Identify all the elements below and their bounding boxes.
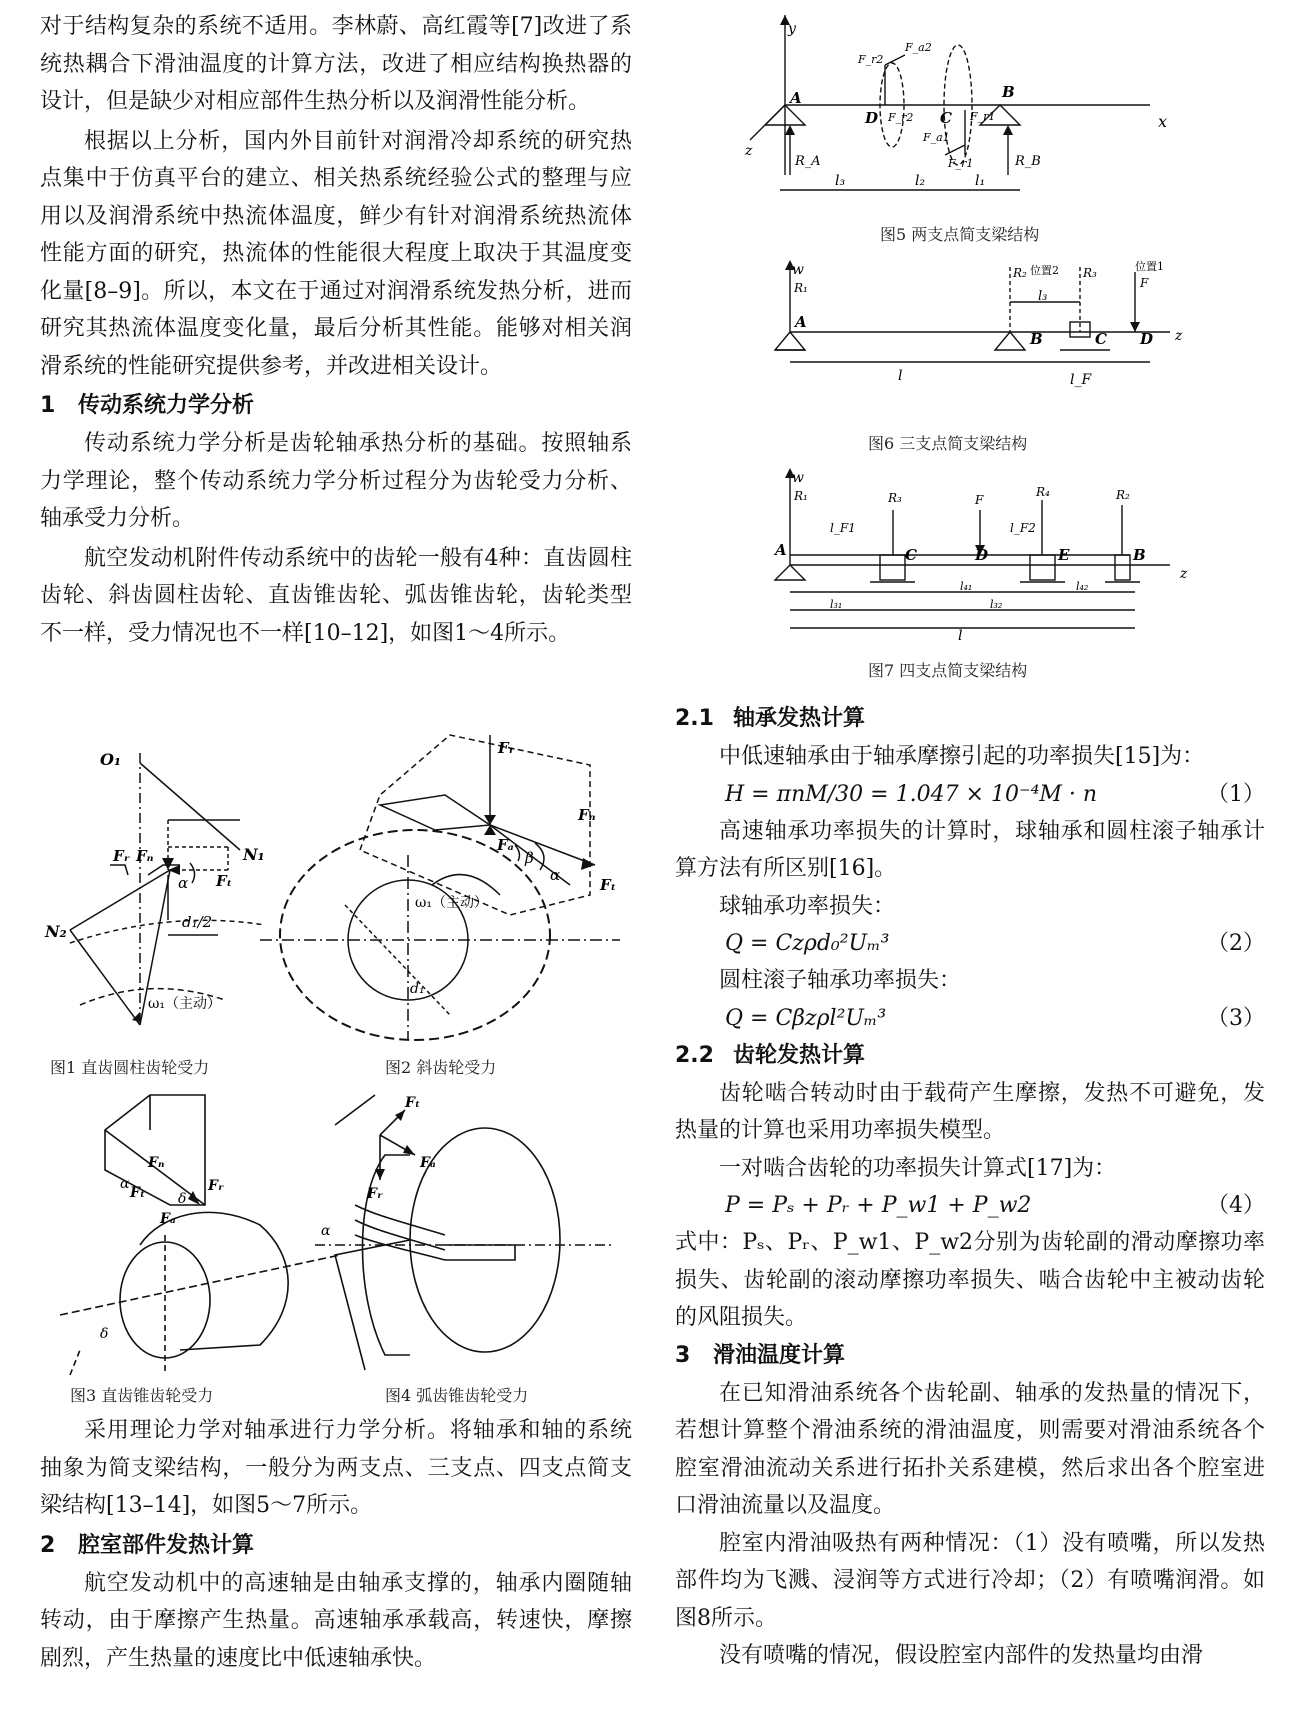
label-alpha: α <box>321 1223 331 1239</box>
label-Fa: Fₐ <box>420 1155 436 1171</box>
label-Fr: Fᵣ <box>367 1186 383 1202</box>
label-d-half: d₁/2 <box>182 913 213 931</box>
label-position1: 位置1 <box>1135 260 1164 273</box>
equation-2 <box>675 925 1265 962</box>
label-F: F <box>975 493 984 507</box>
label-position2: 位置2 <box>1030 264 1059 277</box>
figure-6-three-support-beam <box>770 262 1190 412</box>
paragraph: 中低速轴承由于轴承摩擦引起的功率损失[15]为： <box>719 744 1205 769</box>
paragraph: 齿轮啮合转动时由于载荷产生摩擦，发热不可避免，发热量的计算也采用功率损失模型。 <box>675 1080 1265 1143</box>
figure-4-caption: 图4 弧齿锥齿轮受力 <box>385 1386 529 1405</box>
section-number: 3 <box>675 1342 691 1368</box>
label-B: B <box>1133 546 1146 564</box>
equation-1 <box>675 776 1265 813</box>
section-number: 2.2 <box>675 1042 714 1068</box>
figure-5-caption: 图5 两支点简支梁结构 <box>880 225 1040 244</box>
section-heading <box>40 1527 632 1565</box>
label-C: C <box>940 109 952 127</box>
label-Fr: Fᵣ <box>208 1178 224 1194</box>
label-D: D <box>865 109 879 127</box>
label-E: E <box>1058 546 1070 564</box>
label-Fn: Fₙ <box>578 806 596 824</box>
label-RB: R_B <box>1015 154 1041 169</box>
figure-3-bevel-gear-forces <box>60 1095 340 1375</box>
paragraph: 高速轴承功率损失的计算时，球轴承和圆柱滚子轴承计算方法有所区别[16]。 <box>675 818 1265 881</box>
label-O1: O₁ <box>100 750 121 769</box>
label-l42: l₄₂ <box>1076 580 1089 593</box>
label-l2: l₂ <box>915 173 926 189</box>
label-F: F <box>1140 276 1149 290</box>
label-Fr2b: F_r2 <box>888 111 914 124</box>
label-R1: R₁ <box>794 489 808 503</box>
label-Fa: Fₐ <box>497 836 514 854</box>
equation-number: （2） <box>1207 931 1265 956</box>
equation-text: Q = Cβzρl²Uₘ³ <box>725 1005 887 1031</box>
label-alpha: α <box>178 874 189 892</box>
label-Ft: Fₜ <box>405 1095 421 1111</box>
label-D: D <box>1140 330 1154 348</box>
label-R3: R₃ <box>1083 266 1097 280</box>
label-l3: l₃ <box>1038 289 1048 304</box>
label-D: D <box>975 546 989 564</box>
section-number: 1 <box>40 393 56 418</box>
label-Fr: Fᵣ <box>498 739 515 757</box>
axis-x: x <box>1158 112 1168 131</box>
axis-z: z <box>1180 566 1188 582</box>
paragraph: 对于结构复杂的系统不适用。李林蔚、高红霞等[7]改进了系统热耦合下滑油温度的计算方法，改进了相应结构换热器的设计，但是缺少对相应部件生热分析以及润滑性能分析。 <box>40 14 632 114</box>
paragraph: 没有喷嘴的情况，假设腔室内部件的发热量均由滑 <box>719 1643 1204 1668</box>
axis-w: w <box>792 470 804 486</box>
figure-3-caption: 图3 直齿锥齿轮受力 <box>70 1386 214 1405</box>
section-title: 滑油温度计算 <box>713 1342 846 1368</box>
equation-number: （4） <box>1207 1193 1265 1218</box>
paragraph: 航空发动机中的高速轴是由轴承支撑的，轴承内圈随轴转动，由于摩擦产生热量。高速轴承承载高，转速快，摩擦剧烈，产生热量的速度比中低速轴承快。 <box>40 1570 632 1671</box>
axis-w: w <box>792 262 804 278</box>
label-A: A <box>775 541 787 559</box>
section-heading <box>675 1037 1265 1075</box>
figure-2-helical-gear-forces <box>260 735 640 1045</box>
label-Fa1: F_a1 <box>923 131 950 144</box>
equation-4 <box>675 1187 1265 1224</box>
section-title: 齿轮发热计算 <box>733 1042 866 1068</box>
label-Fa: Fₐ <box>160 1211 176 1227</box>
axis-z: z <box>745 143 753 159</box>
label-lF2: l_F2 <box>1010 521 1036 535</box>
label-l41: l₄₁ <box>960 580 973 593</box>
label-beta: β <box>525 849 534 867</box>
label-Fr1b: F_r1 <box>948 157 974 170</box>
paragraph: 航空发动机附件传动系统中的齿轮一般有4种：直齿圆柱齿轮、斜齿圆柱齿轮、直齿锥齿轮、弧齿锥齿轮，齿轮类型不一样，受力情况也不一样[10–12]，如图1～4所示。 <box>40 545 632 646</box>
paragraph: 采用理论力学对轴承进行力学分析。将轴承和轴的系统抽象为简支梁结构，一般分为两支点、三支点、四支点简支梁结构[13–14]，如图5～7所示。 <box>40 1418 632 1518</box>
label-C: C <box>905 546 917 564</box>
label-R4: R₄ <box>1036 485 1050 499</box>
label-Ft: Fₜ <box>600 876 617 894</box>
paragraph: 传动系统力学分析是齿轮轴承热分析的基础。按照轴系力学理论，整个传动系统力学分析过程分为齿轮受力分析、轴承受力分析。 <box>40 431 632 531</box>
label-N2: N₂ <box>45 922 67 941</box>
paragraph: 球轴承功率损失： <box>719 893 896 919</box>
label-A: A <box>795 313 807 331</box>
label-B: B <box>1030 330 1043 348</box>
figure-7-four-support-beam <box>770 470 1190 644</box>
label-l3: l₃ <box>835 173 846 189</box>
label-alpha: α <box>120 1176 130 1192</box>
axis-z: z <box>1175 328 1183 344</box>
figure-7-caption: 图7 四支点简支梁结构 <box>868 661 1028 680</box>
label-delta-top: δ <box>178 1191 187 1207</box>
paragraph: 腔室内滑油吸热有两种情况：（1）没有喷嘴，所以发热部件均为飞溅、浸润等方式进行冷却；（2）有喷嘴润滑。如图8所示。 <box>675 1530 1265 1631</box>
left-column-bottom <box>40 1412 632 1677</box>
equation-number: （1） <box>1207 781 1265 807</box>
label-alpha: α <box>550 866 561 884</box>
label-Ft: Fₜ <box>130 1185 146 1201</box>
figure-2-caption: 图2 斜齿轮受力 <box>385 1058 497 1077</box>
label-Ft: Fₜ <box>216 872 233 890</box>
section-title: 传动系统力学分析 <box>78 393 255 418</box>
label-R1: R₁ <box>794 281 808 295</box>
figure-6-caption: 图6 三支点简支梁结构 <box>868 434 1028 453</box>
label-C: C <box>1095 330 1107 348</box>
label-l: l <box>898 368 903 384</box>
label-B: B <box>1002 83 1015 101</box>
label-l1: l₁ <box>975 173 986 189</box>
paragraph: 在已知滑油系统各个齿轮副、轴承的发热量的情况下，若想计算整个滑油系统的滑油温度，则需要对滑油系统各个腔室滑油流动关系进行拓扑关系建模，然后求出各个腔室进口滑油流量以及温度。 <box>675 1380 1265 1518</box>
paragraph: 一对啮合齿轮的功率损失计算式[17]为： <box>719 1155 1117 1181</box>
paragraph: 圆柱滚子轴承功率损失： <box>719 968 962 993</box>
label-omega: ω₁（主动） <box>148 996 222 1012</box>
label-lF1: l_F1 <box>830 521 856 535</box>
label-omega: ω₁（主动） <box>415 895 489 911</box>
label-lF: l_F <box>1070 372 1092 388</box>
label-delta: δ <box>100 1326 109 1342</box>
equation-text: Q = Czρd₀²Uₘ³ <box>725 931 890 956</box>
right-column <box>675 700 1265 1675</box>
equation-text: H = πnM/30 = 1.047 × 10⁻⁴M · n <box>725 781 1098 807</box>
left-column <box>40 0 632 652</box>
label-R3: R₃ <box>888 491 902 505</box>
axis-y: y <box>788 21 796 37</box>
equation-number: （3） <box>1207 1005 1265 1031</box>
label-A: A <box>790 89 802 107</box>
figure-5-two-support-beam <box>745 15 1180 200</box>
label-l31: l₃₁ <box>830 598 843 611</box>
section-heading <box>675 700 1265 738</box>
section-heading <box>675 1337 1265 1375</box>
label-N1: N₁ <box>243 845 265 864</box>
paragraph: 式中：Pₛ、Pᵣ、P_w1、P_w2分别为齿轮副的滑动摩擦功率损失、齿轮副的滚动摩擦功率损失、啮合齿轮中主被动齿轮的风阻损失。 <box>675 1230 1265 1330</box>
figure-1-caption: 图1 直齿圆柱齿轮受力 <box>50 1058 210 1077</box>
label-Fr2: F_r2 <box>858 53 884 66</box>
section-heading <box>40 387 632 425</box>
label-R2: R₂ <box>1013 266 1027 280</box>
label-l: l <box>958 628 963 644</box>
label-Fr: Fᵣ <box>113 847 130 865</box>
label-Fa2: F_a2 <box>905 41 932 54</box>
label-RA: R_A <box>795 154 821 169</box>
label-Fr1: F_r1 <box>970 110 996 123</box>
section-title: 腔室部件发热计算 <box>78 1532 255 1558</box>
section-title: 轴承发热计算 <box>733 706 866 731</box>
label-l32: l₃₂ <box>990 598 1003 611</box>
section-number: 2 <box>40 1532 56 1558</box>
section-number: 2.1 <box>675 706 714 731</box>
paragraph: 根据以上分析，国内外目前针对润滑冷却系统的研究热点集中于仿真平台的建立、相关热系统经验公式的整理与应用以及润滑系统中热流体温度，鲜少有针对润滑系统热流体性能方面的研究，热流体的性能很大程度上取决于其温度变化量[8–9]。所以，本文在于通过对润滑系统发热分析，进而研究其热流体温度变化量，最后分析其性能。能够对相关润滑系统的性能研究提供参考，并改进相关设计。 <box>40 128 632 379</box>
equation-3 <box>675 1000 1265 1037</box>
figure-4-spiral-bevel-gear-forces <box>315 1095 625 1375</box>
label-d1: d₁ <box>410 981 425 997</box>
label-Fn: Fₙ <box>148 1155 165 1171</box>
label-Fn: Fₙ <box>136 847 154 865</box>
equation-text: P = Pₛ + Pᵣ + P_w1 + P_w2 <box>725 1193 1032 1218</box>
label-R2: R₂ <box>1116 488 1130 502</box>
